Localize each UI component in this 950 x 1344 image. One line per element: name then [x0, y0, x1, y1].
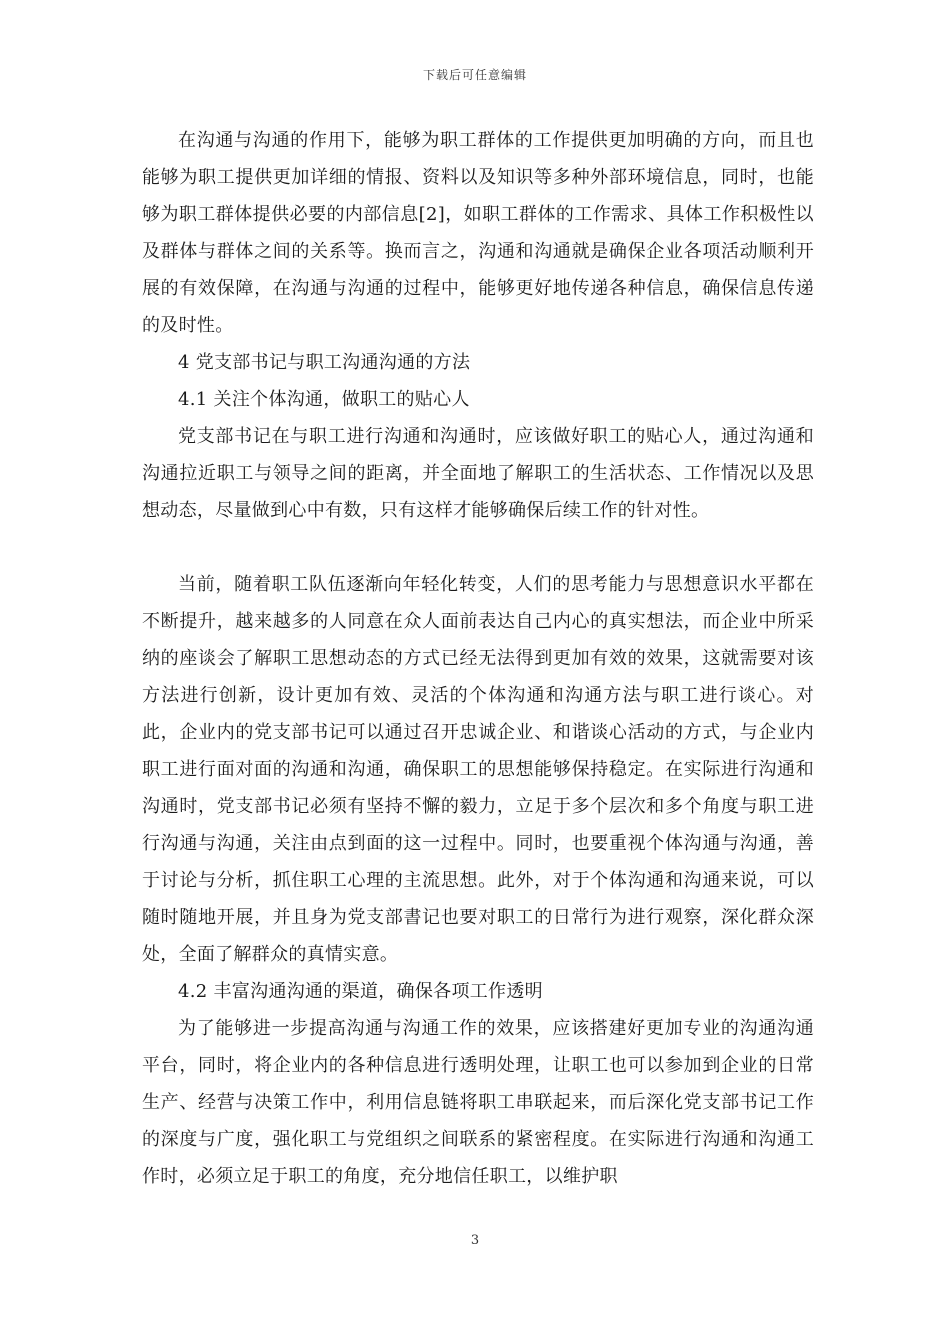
section-heading-4: 4 党支部书记与职工沟通沟通的方法 [178, 352, 471, 373]
document-body [142, 122, 814, 1195]
subsection-heading-4-1: 4.1 关注个体沟通，做职工的贴心人 [178, 389, 470, 410]
header-note: 下载后可任意编辑 [422, 68, 527, 82]
paragraph-caring-worker: 党支部书记在与职工进行沟通和沟通时，应该做好职工的贴心人，通过沟通和沟通拉近职工与领导之间的距离，并全面地了解职工的生活状态、工作情况以及思想动态，尽量做到心中有数，只有这样才能够确保后续工作的针对性。 [142, 426, 814, 521]
paragraph-channels: 为了能够进一步提高沟通与沟通工作的效果，应该搭建好更加专业的沟通沟通平台，同时，将企业内的各种信息进行透明处理，让职工也可以参加到企业的日常生产、经营与决策工作中，利用信息链将职工串联起来，而后深化党支部书记工作的深度与广度，强化职工与党组织之间联系的紧密程度。在实际进行沟通和沟通工作时，必须立足于职工的角度，充分地信任职工，以维护职 [142, 1018, 814, 1187]
subsection-heading-4-2: 4.2 丰富沟通沟通的渠道，确保各项工作透明 [178, 981, 543, 1002]
page-number: 3 [470, 1233, 480, 1248]
paragraph-current-situation: 当前，随着职工队伍逐渐向年轻化转变，人们的思考能力与思想意识水平都在不断提升，越来越多的人同意在众人面前表达自己内心的真实想法，而企业中所采纳的座谈会了解职工思想动态的方式已经无法得到更加有效的效果，这就需要对该方法进行创新，设计更加有效、灵活的个体沟通和沟通方法与职工进行谈心。对此，企业内的党支部书记可以通过召开忠诚企业、和谐谈心活动的方式，与企业内职工进行面对面的沟通和沟通，确保职工的思想能够保持稳定。在实际进行沟通和沟通时，党支部书记必须有坚持不懈的毅力，立足于多个层次和多个角度与职工进行沟通与沟通，关注由点到面的这一过程中。同时，也要重视个体沟通与沟通，善于讨论与分析，抓住职工心理的主流思想。此外，对于个体沟通和沟通来说，可以随时随地开展，并且身为党支部書记也要对职工的日常行为进行观察，深化群众深处，全面了解群众的真情实意。 [142, 574, 814, 965]
paragraph-communication-role: 在沟通与沟通的作用下，能够为职工群体的工作提供更加明确的方向，而且也能够为职工提供更加详细的情报、资料以及知识等多种外部环境信息，同时，也能够为职工群体提供必要的内部信息[2]，如职工群体的工作需求、具体工作积极性以及群体与群体之间的关系等。换而言之，沟通和沟通就是确保企业各项活动顺利开展的有效保障，在沟通与沟通的过程中，能够更好地传递各种信息，确保信息传递的及时性。 [142, 130, 814, 336]
